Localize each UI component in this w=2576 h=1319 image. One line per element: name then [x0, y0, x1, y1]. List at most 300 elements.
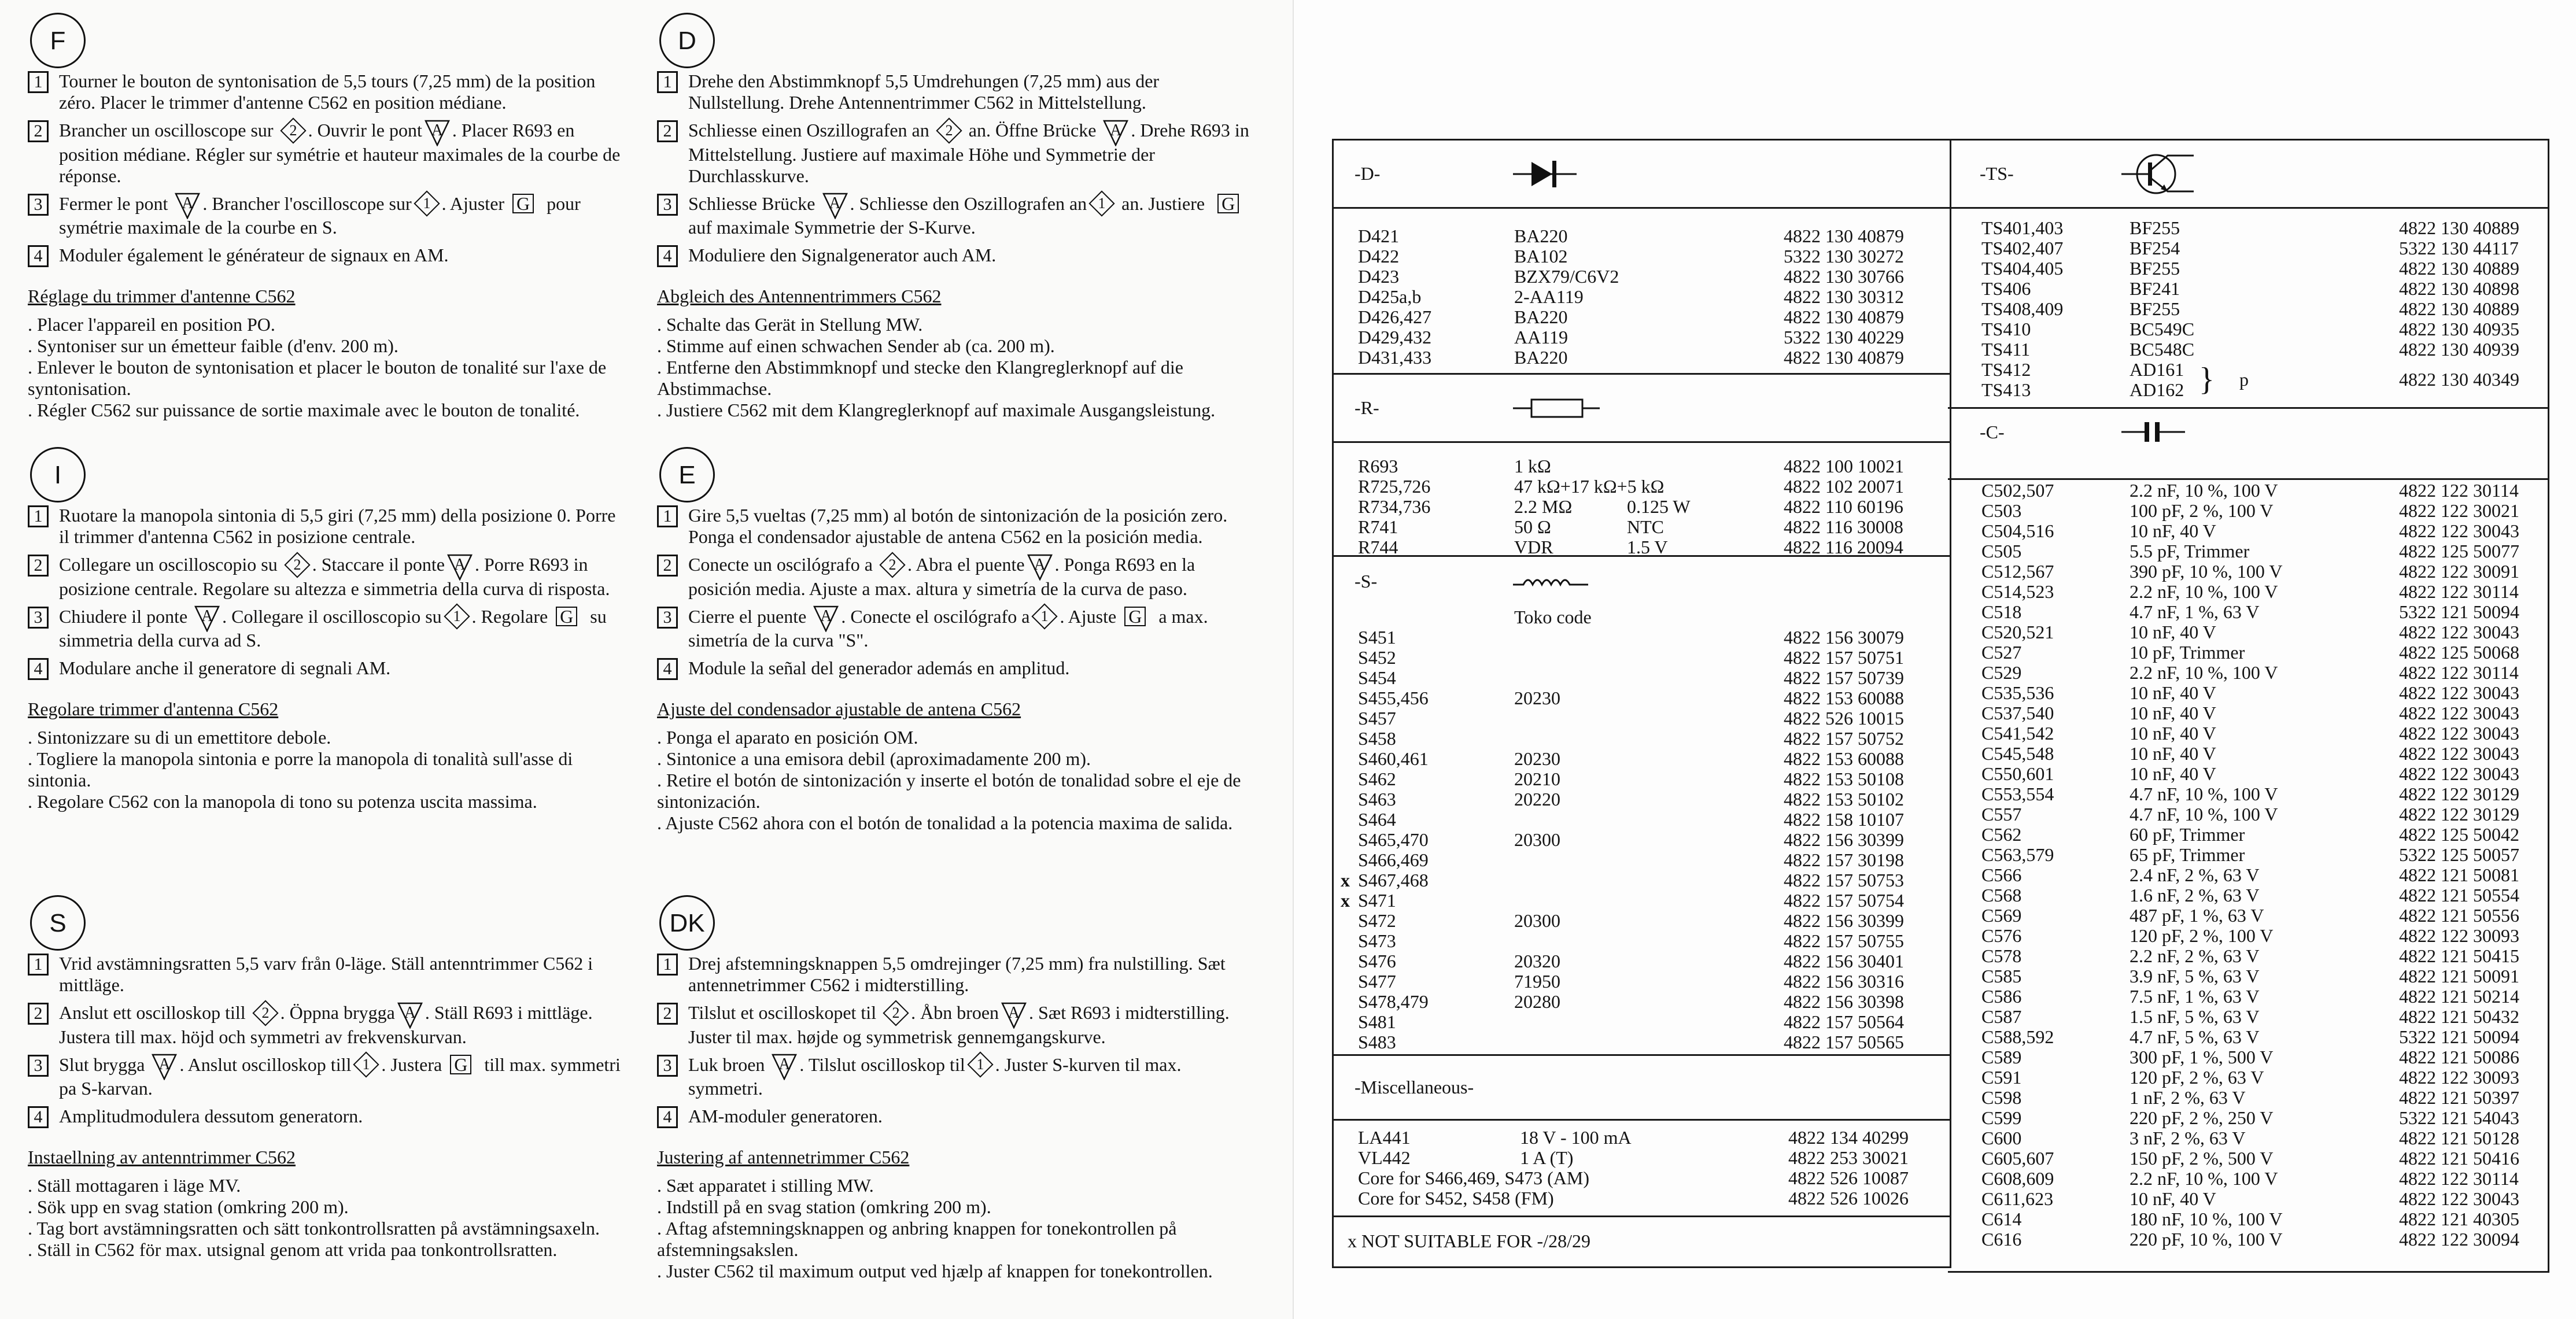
part-description: BF255 [2130, 298, 2180, 319]
part-code: 4822 130 40889 [2399, 298, 2519, 319]
part-reference: D429,432 [1358, 327, 1432, 348]
part-reference: C578 [1981, 945, 2022, 966]
part-code: 4822 122 30114 [2399, 581, 2519, 602]
part-description: 1 kΩ [1514, 456, 1551, 476]
part-description: 20300 [1514, 829, 1560, 850]
parts-row [1948, 561, 2548, 582]
step-item: 3 Schliesse Brücke A . Schliesse den Oszillografen an 1 an. Justiere G auf maximale Symmetrie der S-Kurve. [657, 193, 1259, 239]
parts-row [1334, 226, 1950, 246]
part-reference: C600 [1981, 1128, 2022, 1148]
part-code: 4822 153 60088 [1784, 748, 1904, 769]
part-code: 4822 125 50042 [2399, 824, 2519, 845]
part-code: 5322 121 54043 [2399, 1107, 2519, 1128]
part-code: 4822 122 30091 [2399, 561, 2519, 582]
parts-row [1948, 1047, 2548, 1067]
step-number-box: 4 [28, 245, 49, 267]
part-code: 4822 122 30114 [2399, 1168, 2519, 1189]
part-code: 4822 157 50755 [1784, 930, 1904, 951]
parts-row [1948, 1128, 2548, 1148]
part-code: 4822 121 50554 [2399, 885, 2519, 906]
capacitors-list [1948, 478, 2548, 1250]
brace-icon: } [2199, 361, 2215, 397]
parts-row [1948, 218, 2548, 238]
parts-row [1334, 497, 1950, 517]
coils-list [1334, 606, 1950, 1056]
part-description: 2.4 nF, 2 %, 63 V [2130, 864, 2260, 885]
bullet-item: . Sintonizzare su di un emettitore debole. [28, 727, 331, 748]
part-reference: C505 [1981, 541, 2022, 561]
part-extra: p [2239, 369, 2249, 390]
bridge-triangle-icon [813, 607, 839, 630]
part-code: 5322 130 40229 [1784, 327, 1904, 348]
bullet-item: . Juster C562 til maximum output ved hjælp af knappen for tonekontrollen. [657, 1261, 1213, 1282]
part-code: 4822 122 30021 [2399, 500, 2519, 521]
part-reference: C569 [1981, 905, 2022, 926]
parts-row [1334, 456, 1950, 476]
part-code: 5322 130 44117 [2399, 238, 2519, 258]
part-code: 4822 122 30043 [2399, 520, 2519, 541]
coils-label: -S- [1355, 571, 1378, 592]
step-item: 3 Chiudere il ponte A . Collegare il oscilloscopio su 1 . Regolare G su simmetria della curva ad S. [28, 606, 629, 652]
test-point-number: 1 [1098, 195, 1106, 212]
parts-row [1334, 850, 1950, 870]
test-point-diamond-icon [967, 1052, 993, 1078]
misc-list [1334, 1119, 1950, 1217]
part-code: 4822 156 30079 [1784, 627, 1904, 648]
step-item: 2 Tilslut et oscilloskopet til 2 . Åbn broen A . Sæt R693 i midterstilling. Juster til max. højde og symmetrisk gennemgangskurve. [657, 1002, 1259, 1048]
parts-row [1334, 870, 1950, 891]
part-description: 1.5 nF, 5 %, 63 V [2130, 1006, 2260, 1027]
step-number-box: 4 [657, 658, 678, 680]
part-code: 4822 125 50077 [2399, 541, 2519, 561]
part-description: 3.9 nF, 5 %, 63 V [2130, 966, 2260, 987]
part-code: 4822 121 50416 [2399, 1148, 2519, 1169]
part-description: 20320 [1514, 951, 1560, 971]
adjust-point-box-icon: G [450, 1055, 471, 1074]
part-reference: C553,554 [1981, 784, 2054, 804]
part-code: 5322 130 30272 [1784, 246, 1904, 267]
parts-row [1334, 810, 1950, 830]
part-reference: S454 [1358, 667, 1396, 688]
part-code: 4822 130 40889 [2399, 258, 2519, 279]
part-reference: S463 [1358, 789, 1396, 810]
part-code: 4822 157 50565 [1784, 1032, 1904, 1052]
part-code: 4822 130 40898 [2399, 278, 2519, 299]
parts-row [1948, 1007, 2548, 1027]
part-description: BA220 [1514, 347, 1568, 368]
part-description: 2.2 MΩ [1514, 496, 1573, 517]
part-reference: R693 [1358, 456, 1398, 476]
bridge-triangle-icon [152, 1055, 177, 1078]
language-section-e [657, 447, 1259, 834]
bullet-item: . Ponga el aparato en posición OM. [657, 727, 918, 748]
part-reference: S457 [1358, 708, 1396, 729]
part-description: 3 nF, 2 %, 63 V [2130, 1128, 2246, 1148]
part-reference: C512,567 [1981, 561, 2054, 582]
resistors-label: -R- [1355, 397, 1379, 418]
parts-row [1334, 348, 1950, 368]
part-code: 4822 122 30093 [2399, 925, 2519, 946]
parts-row [1334, 1128, 1950, 1148]
parts-row [1334, 476, 1950, 497]
bullet-item: . Ställ mottagaren i läge MV. [28, 1175, 241, 1196]
part-description: 4.7 nF, 5 %, 63 V [2130, 1026, 2260, 1047]
bridge-label: A [182, 194, 194, 213]
step-item: 2 Anslut ett oscilloskop till 2 . Öppna brygga A . Ställ R693 i mittläge. Justera till max. höjd och symmetri av frekvenskurvan. [28, 1002, 629, 1048]
section-heading: Abgleich des Antennentrimmers C562 [657, 286, 942, 307]
part-description: BF254 [2130, 238, 2180, 258]
step-number-box: 2 [28, 120, 49, 142]
part-extra: 1.5 V [1627, 537, 1668, 557]
part-code: 4822 102 20071 [1784, 476, 1904, 497]
part-code: 4822 121 50432 [2399, 1006, 2519, 1027]
test-point-diamond-icon [444, 604, 470, 630]
bridge-triangle-icon [772, 1055, 797, 1078]
step-number-box: 2 [657, 555, 678, 577]
part-extra: 0.125 W [1627, 496, 1691, 517]
parts-row [1334, 327, 1950, 348]
part-code: 4822 158 10107 [1784, 809, 1904, 830]
part-reference: LA441 [1358, 1127, 1411, 1148]
step-item: 2 Collegare un oscilloscopio su 2 . Staccare il ponte A . Porre R693 in posizione centrale. Regolare su altezza e simmetria della curva di risposta. [28, 554, 629, 600]
part-reference: TS411 [1981, 339, 2031, 360]
part-reference: S451 [1358, 627, 1396, 648]
part-description: 1.6 nF, 2 %, 63 V [2130, 885, 2260, 906]
part-reference: C588,592 [1981, 1026, 2054, 1047]
part-reference: S472 [1358, 910, 1396, 931]
part-code: 4822 122 30043 [2399, 703, 2519, 723]
part-description: 2.2 nF, 10 %, 100 V [2130, 581, 2278, 602]
resistors-list [1334, 441, 1950, 557]
part-reference: C520,521 [1981, 622, 2054, 642]
part-reference: Core for S466,469, S473 (AM) [1358, 1167, 1589, 1188]
part-reference: C616 [1981, 1229, 2022, 1250]
part-code: 4822 526 10026 [1788, 1188, 1909, 1209]
part-reference: TS410 [1981, 319, 2031, 339]
part-description: 100 pF, 2 %, 100 V [2130, 500, 2274, 521]
parts-row [1948, 825, 2548, 845]
step-number-box: 1 [657, 71, 678, 93]
part-reference: D425a,b [1358, 286, 1422, 307]
section-heading: Réglage du trimmer d'antenne C562 [28, 286, 296, 307]
parts-row [1334, 1012, 1950, 1032]
test-point-number: 1 [453, 608, 461, 625]
bridge-triangle-icon [425, 121, 450, 144]
step-number-box: 2 [28, 555, 49, 577]
part-reference: C550,601 [1981, 763, 2054, 784]
step-number-box: 1 [28, 505, 49, 527]
step-item: 2 Schliesse einen Oszillografen an 2 an. Öffne Brücke A . Drehe R693 in Mittelstellung. Justiere auf maximale Höhe und Symmetrie der Durchlasskurve. [657, 120, 1259, 187]
part-code: 4822 121 50397 [2399, 1087, 2519, 1108]
parts-row [1948, 279, 2548, 299]
bullet-item: . Sintonice a una emisora debil (aproximadamente 200 m). [657, 748, 1091, 770]
resistor-icon [1513, 397, 1600, 420]
part-code: 4822 130 40879 [1784, 226, 1904, 246]
bridge-label: A [820, 607, 832, 626]
part-reference: C535,536 [1981, 682, 2054, 703]
part-reference: TS404,405 [1981, 258, 2064, 279]
part-code: 5322 121 50094 [2399, 1026, 2519, 1047]
parts-row [1948, 1189, 2548, 1209]
parts-row [1948, 865, 2548, 885]
test-point-number: 1 [423, 195, 431, 212]
parts-row [1334, 627, 1950, 648]
step-number-box: 2 [657, 120, 678, 142]
part-description: BF255 [2130, 258, 2180, 279]
part-reference: C568 [1981, 885, 2022, 906]
inductor-icon [1513, 573, 1588, 590]
test-point-number: 1 [976, 1056, 984, 1073]
parts-row [1948, 1229, 2548, 1250]
part-code: 4822 157 50751 [1784, 647, 1904, 668]
part-code: 4822 130 40349 [2399, 369, 2519, 390]
test-point-diamond-icon [1032, 604, 1058, 630]
parts-table-right [1948, 139, 2549, 1273]
test-point-number: 2 [892, 1004, 900, 1021]
parts-row [1948, 521, 2548, 541]
parts-row [1948, 541, 2548, 561]
part-reference: D423 [1358, 266, 1400, 287]
parts-row [1948, 602, 2548, 622]
part-reference: C589 [1981, 1047, 2022, 1067]
part-code: 4822 130 40889 [2399, 217, 2519, 238]
part-description: 150 pF, 2 %, 500 V [2130, 1148, 2274, 1169]
part-description: 20210 [1514, 769, 1560, 789]
part-reference: C529 [1981, 662, 2022, 683]
part-reference: C557 [1981, 804, 2022, 825]
parts-row [1334, 1148, 1950, 1168]
part-reference: TS408,409 [1981, 298, 2064, 319]
bridge-label: A [1034, 555, 1046, 574]
language-code-badge: F [30, 13, 86, 68]
part-code: 4822 157 50739 [1784, 667, 1904, 688]
parts-table-left [1332, 139, 1951, 1268]
bridge-label: A [404, 1003, 416, 1022]
part-code: 4822 253 30021 [1788, 1147, 1909, 1168]
part-description: 1 nF, 2 %, 63 V [2130, 1087, 2246, 1108]
part-reference: S467,468 [1358, 870, 1429, 891]
part-reference: C608,609 [1981, 1168, 2054, 1189]
part-code: 4822 157 30198 [1784, 849, 1904, 870]
part-code: 4822 130 30766 [1784, 266, 1904, 287]
part-reference: S478,479 [1358, 991, 1429, 1012]
parts-row [1948, 238, 2548, 258]
part-reference: C545,548 [1981, 743, 2054, 764]
parts-row [1948, 258, 2548, 279]
parts-row [1334, 891, 1950, 911]
step-item: 1 Drehe den Abstimmknopf 5,5 Umdrehungen (7,25 mm) aus der Nullstellung. Drehe Antennentrimmer C562 in Mittelstellung. [657, 71, 1259, 113]
step-item: 2 Brancher un oscilloscope sur 2 . Ouvrir le pont A . Placer R693 en position médiane. Régler sur symétrie et hauteur maximales de la courbe de réponse. [28, 120, 629, 187]
misc-header [1334, 1056, 1950, 1121]
parts-row [1948, 582, 2548, 602]
test-point-diamond-icon [252, 1000, 278, 1026]
step-number-box: 1 [657, 505, 678, 527]
part-description: 20300 [1514, 910, 1560, 931]
transistor-icon [2121, 151, 2197, 197]
part-description: 20220 [1514, 789, 1560, 810]
bullet-item: . Indstill på en svag station (omkring 200 m). [657, 1196, 991, 1218]
part-description: 220 pF, 10 %, 100 V [2130, 1229, 2283, 1250]
part-description: AA119 [1514, 327, 1569, 348]
parts-row [1948, 906, 2548, 926]
part-description: BA102 [1514, 246, 1568, 267]
step-number-box: 1 [28, 954, 49, 976]
capacitor-icon [2121, 420, 2185, 444]
parts-row [1948, 1148, 2548, 1169]
parts-row [1948, 481, 2548, 501]
part-reference: TS401,403 [1981, 217, 2064, 238]
parts-row [1334, 951, 1950, 971]
language-code-badge: S [30, 895, 86, 951]
part-code: 4822 157 50752 [1784, 728, 1904, 749]
part-code: 4822 130 40939 [2399, 339, 2519, 360]
part-reference: C598 [1981, 1087, 2022, 1108]
bullet-item: . Tag bort avstämningsratten och sätt tonkontrollsratten på avstämningsaxeln. [28, 1218, 600, 1239]
part-description: BC549C [2130, 319, 2195, 339]
step-number-box: 4 [28, 1106, 49, 1128]
parts-row [1948, 845, 2548, 865]
language-code-badge: D [659, 13, 715, 68]
part-description: BF255 [2130, 217, 2180, 238]
part-reference: C585 [1981, 966, 2022, 987]
bullet-item: . Ställ in C562 för max. utsignal genom att vrida paa tonkontrollsratten. [28, 1239, 558, 1261]
bridge-label: A [1007, 1003, 1020, 1022]
parts-row [1334, 287, 1950, 307]
part-code: 4822 121 40305 [2399, 1209, 2519, 1229]
transistors-list [1948, 207, 2548, 409]
capacitors-header [1948, 409, 2548, 480]
part-reference: VL442 [1358, 1147, 1411, 1168]
part-reference: C537,540 [1981, 703, 2054, 723]
test-point-number: 1 [1040, 608, 1049, 625]
bullet-item: . Entferne den Abstimmknopf und stecke den Klangreglerknopf auf die Abstimmachse. [657, 357, 1183, 400]
parts-row [1948, 764, 2548, 784]
bullet-item: . Enlever le bouton de syntonisation et placer le bouton de tonalité sur l'axe de syntonisation. [28, 357, 607, 400]
bridge-triangle-icon [1103, 121, 1128, 144]
part-reference: C587 [1981, 1006, 2022, 1027]
step-number-box: 3 [657, 1055, 678, 1077]
parts-row [1948, 946, 2548, 966]
part-reference: S462 [1358, 769, 1396, 789]
bridge-triangle-icon [175, 194, 200, 217]
test-point-number: 2 [888, 556, 896, 573]
part-description: 2.2 nF, 10 %, 100 V [2130, 480, 2278, 501]
part-code: 5322 125 50057 [2399, 844, 2519, 865]
part-code: 4822 130 40935 [2399, 319, 2519, 339]
part-description: 60 pF, Trimmer [2130, 824, 2245, 845]
bridge-label: A [829, 194, 841, 213]
test-point-diamond-icon [936, 117, 962, 143]
step-item: 4 Amplitudmodulera dessutom generatorn. [28, 1106, 629, 1127]
part-reference: C527 [1981, 642, 2022, 663]
step-item: 1 Gire 5,5 vueltas (7,25 mm) al botón de sintonización de la posición zero. Ponga el condensador ajustable de antena C562 en la posición media. [657, 505, 1259, 548]
test-point-number: 1 [362, 1056, 370, 1073]
part-reference: C611,623 [1981, 1188, 2054, 1209]
part-description: 120 pF, 2 %, 63 V [2130, 1067, 2264, 1088]
part-code: 4822 157 50754 [1784, 890, 1904, 911]
part-code: 4822 122 30043 [2399, 1188, 2519, 1209]
part-code: 4822 121 50556 [2399, 905, 2519, 926]
part-code: 4822 157 50564 [1784, 1011, 1904, 1032]
step-item: 3 Fermer le pont A . Brancher l'oscilloscope sur 1 . Ajuster G pour symétrie maximale de la courbe en S. [28, 193, 629, 239]
test-point-diamond-icon [1089, 191, 1115, 217]
footnote-text: x NOT SUITABLE FOR -/28/29 [1348, 1230, 1590, 1251]
part-reference: C614 [1981, 1209, 2022, 1229]
part-code: 4822 122 30043 [2399, 763, 2519, 784]
parts-row [1334, 246, 1950, 267]
part-description: 18 V - 100 mA [1520, 1127, 1632, 1148]
part-reference: S455,456 [1358, 688, 1429, 708]
part-code: 4822 156 30401 [1784, 951, 1904, 971]
part-code: 4822 156 30399 [1784, 910, 1904, 931]
part-description: 180 nF, 10 %, 100 V [2130, 1209, 2283, 1229]
step-item: 4 Moduler également le générateur de signaux en AM. [28, 245, 629, 266]
parts-row [1334, 708, 1950, 729]
step-number-box: 4 [657, 245, 678, 267]
part-reference: C503 [1981, 500, 2022, 521]
part-description: 10 pF, Trimmer [2130, 642, 2245, 663]
bridge-triangle-icon [1001, 1003, 1027, 1026]
part-description: 220 pF, 2 %, 250 V [2130, 1107, 2274, 1128]
part-reference: S477 [1358, 971, 1396, 992]
parts-row [1948, 926, 2548, 946]
part-description: 2-AA119 [1514, 286, 1584, 307]
parts-row [1334, 769, 1950, 789]
part-code: 4822 134 40299 [1788, 1127, 1909, 1148]
part-code: 4822 122 30043 [2399, 743, 2519, 764]
part-code: 4822 122 30093 [2399, 1067, 2519, 1088]
section-heading: Ajuste del condensador ajustable de antena C562 [657, 699, 1021, 720]
part-code: 4822 122 30129 [2399, 784, 2519, 804]
part-description: 10 nF, 40 V [2130, 743, 2216, 764]
step-item: 3 Cierre el puente A . Conecte el oscilógrafo a 1 . Ajuste G a max. simetría de la curva "S". [657, 606, 1259, 652]
test-point-number: 2 [261, 1004, 270, 1021]
test-point-diamond-icon [883, 1000, 909, 1026]
part-code: 4822 153 60088 [1784, 688, 1904, 708]
part-code: 4822 121 50415 [2399, 945, 2519, 966]
part-description: 10 nF, 40 V [2130, 703, 2216, 723]
bullet-item: . Ajuste C562 ahora con el botón de tonalidad a la potencia maxima de salida. [657, 812, 1233, 834]
coils-header [1334, 557, 1950, 606]
parts-row [1948, 360, 2548, 400]
part-description: BA220 [1514, 306, 1568, 327]
part-description: 300 pF, 1 %, 500 V [2130, 1047, 2274, 1067]
part-code: 4822 121 50214 [2399, 986, 2519, 1007]
step-item: 4 Modulare anche il generatore di segnali AM. [28, 657, 629, 679]
parts-row [1948, 299, 2548, 319]
part-code: 4822 121 50086 [2399, 1047, 2519, 1067]
misc-label: -Miscellaneous- [1355, 1077, 1474, 1098]
step-item: 3 Slut brygga A . Anslut oscilloskop till 1 . Justera G till max. symmetri pa S-karvan. [28, 1054, 629, 1100]
part-code: 4822 100 10021 [1784, 456, 1904, 476]
transistors-header [1948, 141, 2548, 209]
parts-row [1948, 784, 2548, 804]
part-code: 4822 125 50068 [2399, 642, 2519, 663]
part-code: 4822 526 10087 [1788, 1167, 1909, 1188]
part-reference: C586 [1981, 986, 2022, 1007]
bridge-triangle-icon [194, 607, 220, 630]
parts-row [1948, 501, 2548, 521]
test-point-number: 2 [293, 556, 301, 573]
part-reference: S466,469 [1358, 849, 1429, 870]
bridge-triangle-icon [1027, 555, 1053, 578]
parts-row [1334, 1168, 1950, 1188]
part-description: 10 nF, 40 V [2130, 682, 2216, 703]
part-description: BF241 [2130, 278, 2180, 299]
part-code: 4822 122 30043 [2399, 723, 2519, 744]
bullet-item: . Justiere C562 mit dem Klangreglerknopf auf maximale Ausgangsleistung. [657, 400, 1216, 421]
parts-row [1334, 1032, 1950, 1052]
